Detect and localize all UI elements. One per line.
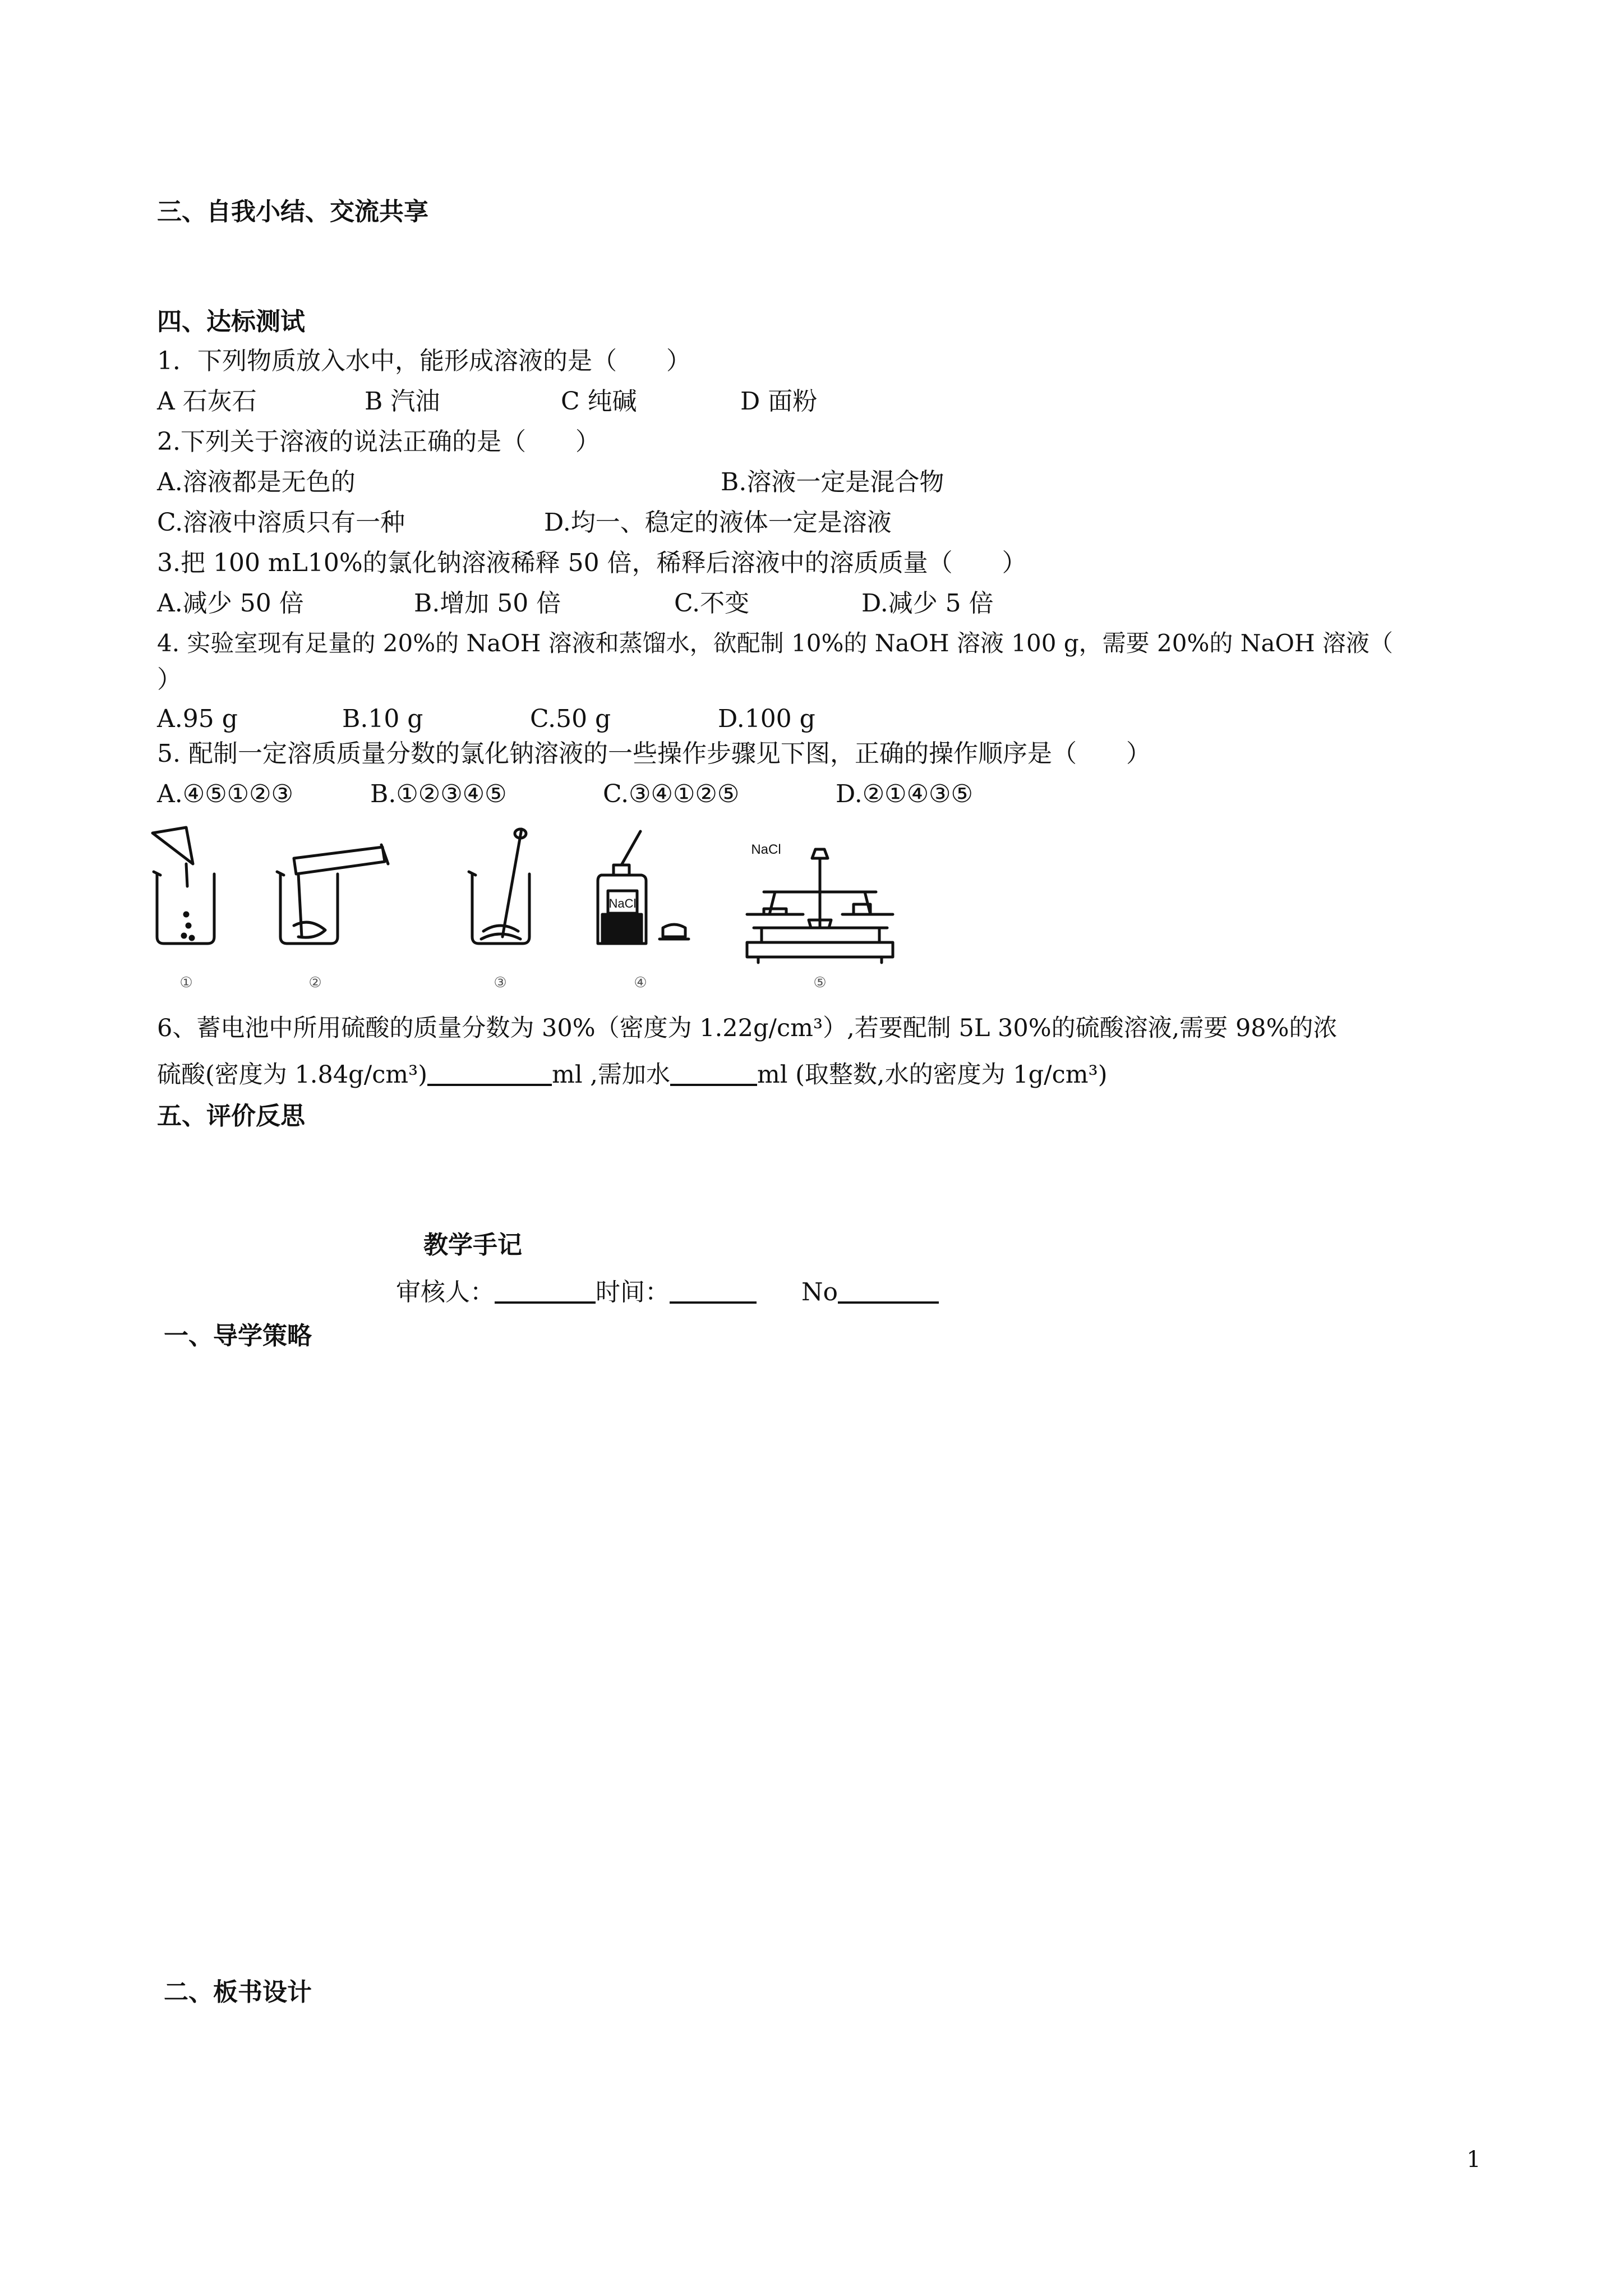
no-label: No [801,1278,838,1306]
figure-label-5: ⑤ [813,974,827,991]
q3-option-a: A.减少 50 倍 [157,589,304,618]
q5-option-d: D.②①④③⑤ [836,780,973,808]
q5-option-a: A.④⑤①②③ [157,780,293,808]
q3-option-d: D.减少 5 倍 [861,589,994,618]
number-blank[interactable] [838,1279,939,1304]
q3-option-c: C.不变 [674,589,750,618]
guide-strategy-title: 一、导学策略 [164,1322,312,1350]
balance-nacl-label: NaCl [751,842,781,857]
figure-label-4: ④ [634,974,647,991]
q6-line1: 6、蓄电池中所用硫酸的质量分数为 30%（密度为 1.22g/cm³）,若要配制 5L 30%的硫酸溶液,需要 98%的浓 [157,1014,1338,1042]
q1-stem: 1．下列物质放入水中，能形成溶液的是（ ） [157,347,691,375]
q2-option-d: D.均一、稳定的液体一定是溶液 [544,508,892,537]
page-number: 1 [1467,2147,1481,2173]
q2-stem: 2.下列关于溶液的说法正确的是（ ） [157,427,600,456]
reviewer-blank[interactable] [495,1279,596,1304]
stir-with-glass-rod-figure [469,829,529,944]
q2-option-c: C.溶液中溶质只有一种 [157,508,405,537]
q2-option-a: A.溶液都是无色的 [157,468,356,496]
balance-weighing-figure [747,849,893,963]
q6-acid-volume-blank[interactable] [427,1061,552,1086]
figure-label-2: ② [308,974,322,991]
q6-line2 [157,1061,1108,1087]
time-blank[interactable] [670,1279,757,1304]
q6-water-volume-blank[interactable] [670,1061,757,1086]
bottle-nacl-label: NaCl [608,896,637,910]
q3-option-b: B.增加 50 倍 [414,589,561,618]
review-label: 审核人： [396,1278,495,1306]
section5-title: 五、评价反思 [157,1102,305,1130]
q5-option-b: B.①②③④⑤ [370,780,507,808]
review-row [396,1279,939,1305]
q6-line2-part-c: ml (取整数,水的密度为 1g/cm³) [757,1061,1108,1089]
pour-water-into-beaker-figure [277,845,388,944]
q4-stem-continued: ） [157,665,182,694]
q1-option-b: B 汽油 [365,387,440,416]
board-design-title: 二、板书设计 [164,1978,312,2007]
q5-operation-figures [147,825,943,993]
q5-option-c: C.③④①②⑤ [603,780,740,808]
pour-solid-into-beaker-figure [153,827,214,944]
q4-option-b: B.10 g [342,705,423,733]
q5-stem: 5. 配制一定溶质质量分数的氯化钠溶液的一些操作步骤见下图，正确的操作顺序是（ ） [157,739,1151,768]
notes-title: 教学手记 [423,1231,522,1259]
q4-option-c: C.50 g [530,705,611,733]
figure-label-1: ① [179,974,193,991]
q6-line2-part-a: 硫酸(密度为 1.84g/cm³) [157,1061,428,1089]
section3-title: 三、自我小结、交流共享 [157,197,428,226]
q1-option-a: A 石灰石 [157,387,257,416]
q4-option-a: A.95 g [157,705,238,733]
q1-option-c: C 纯碱 [561,387,637,416]
q3-stem: 3.把 100 mL10%的氯化钠溶液稀释 50 倍，稀释后溶液中的溶质质量（ ） [157,549,1027,577]
figure-label-3: ③ [494,974,507,991]
q4-option-d: D.100 g [718,705,815,733]
q6-line2-part-b: ml ,需加水 [552,1061,670,1089]
nacl-reagent-bottle-figure [598,831,689,944]
q4-stem: 4. 实验室现有足量的 20%的 NaOH 溶液和蒸馏水，欲配制 10%的 NaOH 溶液 100 g，需要 20%的 NaOH 溶液（ [157,629,1393,657]
time-label: 时间： [596,1278,670,1306]
section4-title: 四、达标测试 [157,307,305,336]
q2-option-b: B.溶液一定是混合物 [721,468,944,496]
q1-option-d: D 面粉 [740,387,818,416]
